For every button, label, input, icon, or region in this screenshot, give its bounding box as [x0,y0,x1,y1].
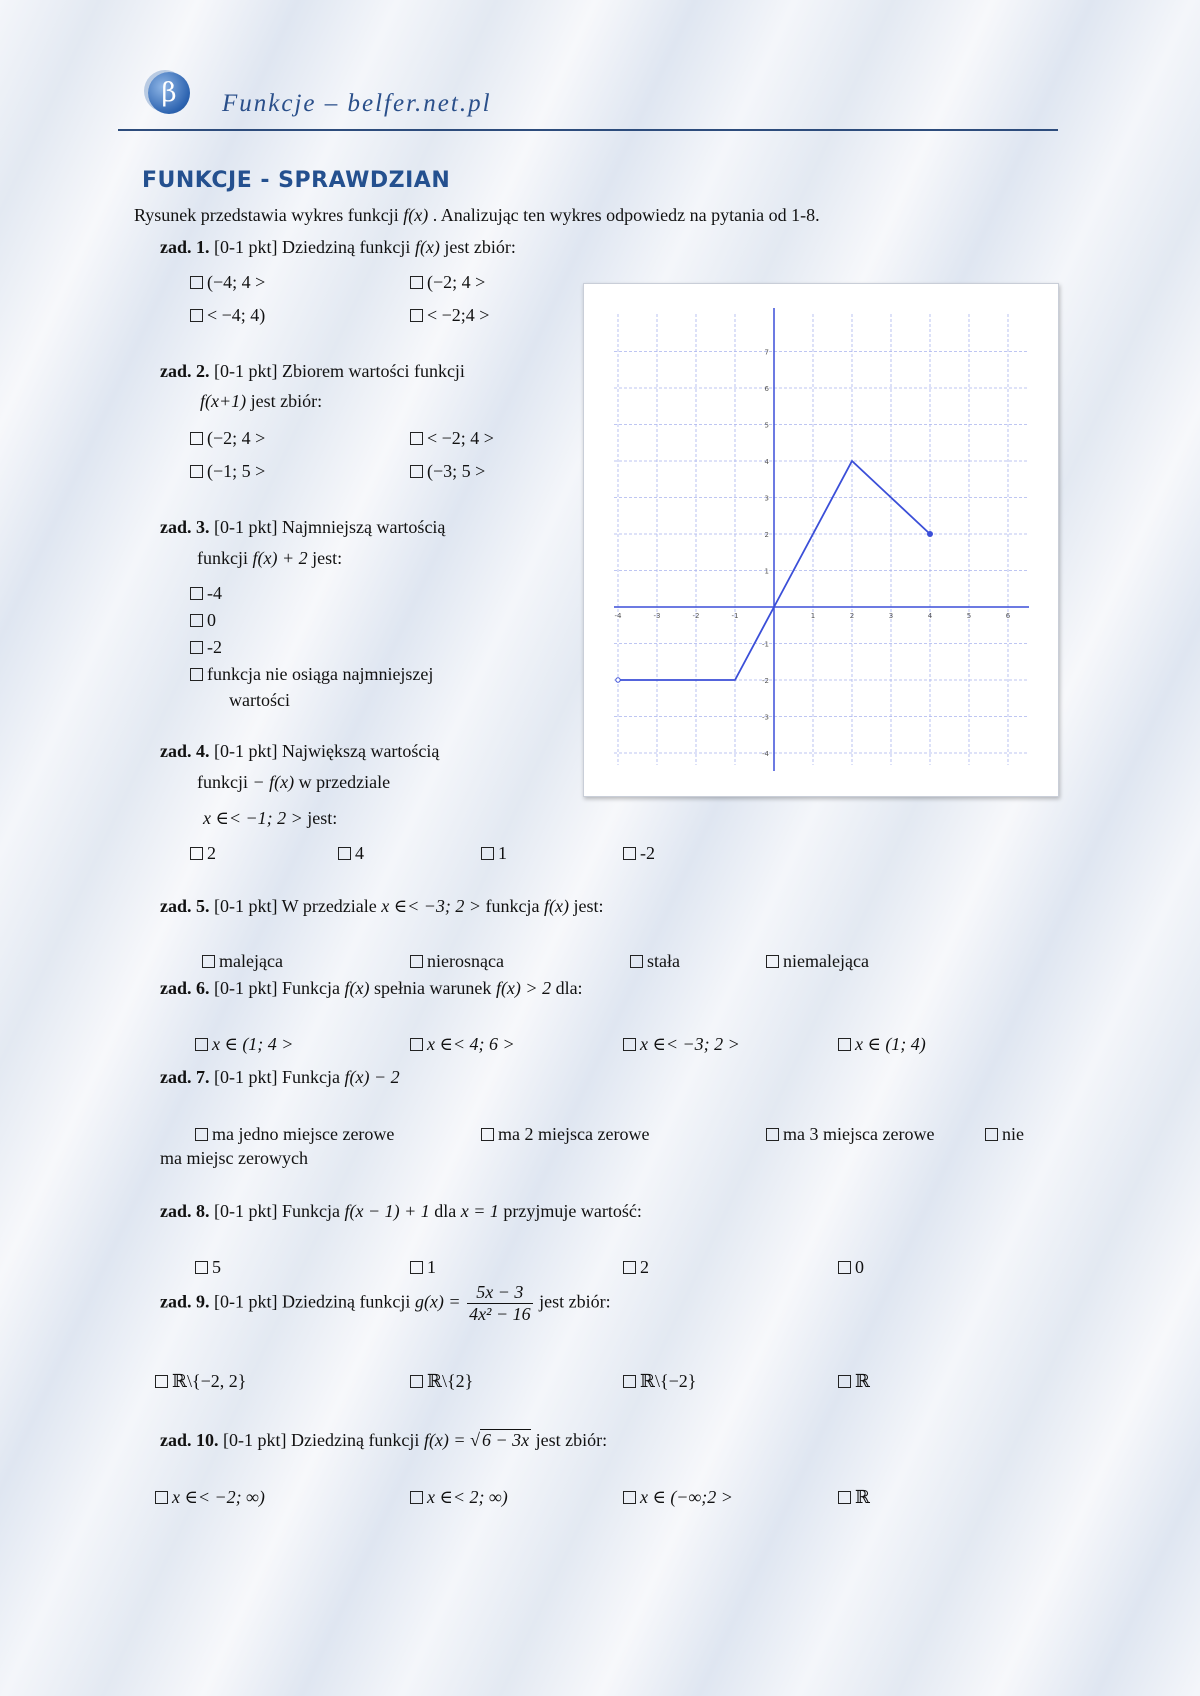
option-label: < −2; 4 > [427,428,494,448]
option-label: (−3; 5 > [427,461,486,481]
checkbox[interactable] [202,955,215,968]
header-rule [118,129,1058,131]
task-text: jest zbiór: [250,391,323,411]
sqrt-radicand: 6 − 3x [481,1430,530,1450]
y-tick-label: -3 [762,713,769,722]
task-1-option-c[interactable] [190,305,265,326]
task-func: f(x) + 2 [252,548,308,568]
checkbox[interactable] [410,465,423,478]
y-tick-label: 5 [764,421,769,430]
task-func: f(x+1) [200,391,247,411]
checkbox[interactable] [623,1375,636,1388]
checkbox[interactable] [190,276,203,289]
option-label: 1 [498,843,507,863]
task-1-option-d[interactable] [410,305,489,326]
task-2-option-b[interactable] [410,428,494,449]
task-points: [0-1 pkt] [214,1067,278,1087]
option-label: ℝ\{−2, 2} [172,1371,247,1391]
option-label: malejąca [219,951,283,971]
task-text: Dziedziną funkcji [281,237,411,257]
task-1-option-a[interactable] [190,272,265,293]
task-4-option-c[interactable] [481,843,507,864]
option-label: ma jedno miejsce zerowe [212,1124,395,1144]
task-5-option-d[interactable] [766,951,869,972]
task-2-option-d[interactable] [410,461,485,482]
task-points: [0-1 pkt] [214,361,278,381]
checkbox[interactable] [155,1491,168,1504]
checkbox[interactable] [481,1128,494,1141]
task-points: [0-1 pkt] [214,1291,278,1312]
task-text: funkcji [197,772,248,792]
task-text: Funkcja [281,1201,340,1221]
task-8-option-a[interactable] [195,1257,221,1278]
checkbox[interactable] [766,955,779,968]
x-tick-label: -3 [653,612,661,620]
option-label: 0 [207,610,216,630]
y-tick-label: -1 [762,640,769,649]
task-text: dla: [555,978,583,998]
checkbox[interactable] [410,1038,423,1051]
fraction-denominator: 4x² − 16 [469,1304,531,1324]
task-6-option-b[interactable] [410,1034,515,1055]
checkbox[interactable] [623,1491,636,1504]
option-label: 2 [640,1257,649,1277]
task-text: jest: [573,896,604,916]
option-label: 5 [212,1257,221,1277]
fraction [467,1282,533,1325]
checkbox[interactable] [630,955,643,968]
header-title: Funkcje – belfer.net.pl [222,90,492,117]
task-9-option-d[interactable] [838,1371,870,1392]
task-2-question-line2 [200,391,322,412]
task-8-option-d[interactable] [838,1257,864,1278]
checkbox[interactable] [838,1491,851,1504]
task-3-question-line2 [197,548,342,569]
checkbox[interactable] [623,847,636,860]
task-10-option-b[interactable] [410,1487,508,1508]
task-3-option-c[interactable] [190,637,222,658]
sqrt-sign: √ [470,1430,480,1450]
task-6-option-c[interactable] [623,1034,740,1055]
checkbox[interactable] [623,1038,636,1051]
task-text: Dziedziną funkcji [281,1291,411,1312]
task-9-option-c[interactable] [623,1371,696,1392]
option-label: ℝ [855,1371,870,1391]
task-number: zad. 2. [160,361,210,381]
task-number: zad. 4. [160,741,210,761]
task-interval: x ∈< −1; 2 > [203,808,303,828]
task-8-option-b[interactable] [410,1257,436,1278]
task-number: zad. 6. [160,978,210,998]
checkbox[interactable] [190,641,203,654]
x-tick-label: 2 [849,612,855,620]
doc-title: FUNKCJE - SPRAWDZIAN [142,168,451,193]
checkbox[interactable] [155,1375,168,1388]
task-text: dla [434,1201,457,1221]
y-tick-label: 6 [764,385,769,393]
task-8-question [160,1201,642,1222]
x-tick-label: 4 [927,612,933,620]
checkbox[interactable] [190,587,203,600]
option-label: 1 [427,1257,436,1277]
task-interval: x ∈< −3; 2 > [381,896,482,916]
checkbox[interactable] [410,1491,423,1504]
fraction-numerator: 5x − 3 [467,1282,533,1304]
task-points: [0-1 pkt] [214,237,278,257]
task-text: jest zbiór: [539,1291,611,1312]
task-func: − f(x) [252,772,295,792]
option-label: -2 [207,637,222,657]
task-points: [0-1 pkt] [223,1430,287,1450]
option-label: (−2; 4 > [207,428,266,448]
option-label: x ∈< −2; ∞) [172,1487,265,1507]
y-tick-label: -2 [762,677,769,685]
checkbox[interactable] [190,847,203,860]
checkbox[interactable] [410,1261,423,1274]
task-points: [0-1 pkt] [214,741,278,761]
task-text: funkcja [485,896,540,916]
checkbox[interactable] [838,1038,851,1051]
task-text: Funkcja [281,978,340,998]
task-4-option-b[interactable] [338,843,364,864]
y-tick-label: 1 [764,567,769,576]
task-6-question [160,978,583,999]
x-tick-label: 5 [966,612,972,620]
task-text: jest: [312,548,343,568]
checkbox[interactable] [190,465,203,478]
task-text: jest zbiór: [535,1430,608,1450]
task-number: zad. 9. [160,1291,210,1312]
y-tick-label: 2 [764,531,769,539]
checkbox[interactable] [195,1128,208,1141]
task-9-option-a[interactable] [155,1371,246,1392]
task-4-option-a[interactable] [190,843,216,864]
checkbox[interactable] [766,1128,779,1141]
task-9-option-b[interactable] [410,1371,473,1392]
task-3-option-d-cont: wartości [229,690,290,710]
intro-text: Rysunek przedstawia wykres funkcji [134,205,399,225]
task-text: w przedziale [298,772,391,792]
task-func: f(x) [544,896,569,916]
task-func: f(x) = [423,1430,466,1450]
checkbox[interactable] [838,1261,851,1274]
task-7-question [160,1067,400,1088]
task-7-option-b[interactable] [481,1124,649,1145]
task-number: zad. 5. [160,896,210,916]
task-3-question [160,517,445,538]
option-label: (−2; 4 > [427,272,486,292]
task-text: jest: [307,808,338,828]
x-tick-label: 3 [888,612,894,620]
checkbox[interactable] [195,1038,208,1051]
task-10-option-a[interactable] [155,1487,265,1508]
task-10-option-d[interactable] [838,1487,870,1508]
task-1-option-b[interactable] [410,272,485,293]
option-label: ℝ\{−2} [640,1371,697,1391]
option-label: niemalejąca [783,951,869,971]
task-points: [0-1 pkt] [214,517,278,537]
task-func: f(x) [414,237,440,257]
option-label: x ∈< 2; ∞) [427,1487,508,1507]
option-label: 0 [855,1257,864,1277]
option-label: nierosnąca [427,951,504,971]
checkbox[interactable] [410,955,423,968]
option-label: ma 3 miejsca zerowe [783,1124,935,1144]
task-text: Najmniejszą wartością [281,517,446,537]
task-2-option-c[interactable] [190,461,265,482]
task-condition: f(x) > 2 [495,978,552,998]
task-3-option-b[interactable] [190,610,216,631]
task-3-option-d[interactable] [190,664,433,685]
checkbox[interactable] [195,1261,208,1274]
function-graph [583,283,1059,797]
task-points: [0-1 pkt] [214,1201,278,1221]
option-label: < −4; 4) [207,305,266,325]
task-5-question [160,896,604,917]
task-2-option-a[interactable] [190,428,265,449]
task-text: spełnia warunek [373,978,492,998]
option-label: (−4; 4 > [207,272,266,292]
checkbox[interactable] [985,1128,998,1141]
checkbox[interactable] [190,309,203,322]
task-7-option-d-cont: ma miejsc zerowych [160,1148,308,1168]
intro-text-after: . Analizując ten wykres odpowiedz na pytania od 1-8. [432,205,820,225]
task-text: Zbiorem wartości funkcji [281,361,465,381]
task-number: zad. 7. [160,1067,210,1087]
graph-svg [584,284,1058,796]
task-7-option-d[interactable] [985,1124,1024,1145]
option-label: x ∈< −3; 2 > [640,1034,740,1054]
task-condition: x = 1 [460,1201,499,1221]
y-tick-label: 3 [764,494,769,503]
task-number: zad. 3. [160,517,210,537]
task-text: Funkcja [281,1067,340,1087]
intro-func: f(x) [403,205,429,225]
option-label: ℝ [855,1487,870,1507]
checkbox[interactable] [190,614,203,627]
checkbox[interactable] [838,1375,851,1388]
task-number: zad. 1. [160,237,210,257]
end-point [927,531,933,537]
option-label: ℝ\{2} [427,1371,474,1391]
task-text: Największą wartością [281,741,440,761]
option-label: < −2;4 > [427,305,490,325]
checkbox[interactable] [410,432,423,445]
task-text: jest zbiór: [444,237,516,257]
checkbox[interactable] [338,847,351,860]
checkbox[interactable] [410,1375,423,1388]
task-5-option-c[interactable] [630,951,680,972]
task-7-option-c[interactable] [766,1124,934,1145]
option-label: x ∈ (1; 4 > [212,1034,294,1054]
checkbox[interactable] [190,432,203,445]
checkbox[interactable] [410,309,423,322]
task-func: g(x) = [414,1291,461,1312]
task-4-question-line3 [203,808,337,829]
option-label: x ∈ (−∞;2 > [640,1487,733,1507]
task-2-question [160,361,465,382]
task-6-option-d[interactable] [838,1034,926,1055]
y-tick-label: 4 [764,458,769,466]
option-label: -4 [207,583,222,603]
option-label: 2 [207,843,216,863]
x-tick-label: 1 [810,612,816,620]
option-label: x ∈ (1; 4) [855,1034,926,1054]
task-func: f(x) − 2 [344,1067,400,1087]
task-4-question-line2 [197,772,390,793]
task-number: zad. 10. [160,1430,219,1450]
checkbox[interactable] [410,276,423,289]
task-5-option-a[interactable] [202,951,283,972]
x-tick-label: 6 [1005,612,1011,620]
option-label: funkcja nie osiąga najmniejszej [207,664,434,684]
checkbox[interactable] [481,847,494,860]
start-point [616,678,620,682]
task-func: f(x) [344,978,370,998]
option-label: -2 [640,843,655,863]
option-label: x ∈< 4; 6 > [427,1034,515,1054]
task-points: [0-1 pkt] [214,978,278,998]
option-label: ma 2 miejsca zerowe [498,1124,650,1144]
x-tick-label: -1 [731,612,739,620]
task-8-option-c[interactable] [623,1257,649,1278]
task-1-question [160,237,516,258]
y-tick-label: -4 [762,750,769,758]
task-10-question [160,1429,607,1451]
task-text: funkcji [197,548,248,568]
option-label: (−1; 5 > [207,461,266,481]
task-6-option-a[interactable] [195,1034,293,1055]
checkbox[interactable] [623,1261,636,1274]
task-func: f(x − 1) + 1 [344,1201,430,1221]
option-label: 4 [355,843,364,863]
task-text: przyjmuje wartość: [503,1201,642,1221]
task-3-option-a[interactable] [190,583,222,604]
task-4-question [160,741,439,762]
task-text: Dziedziną funkcji [290,1430,420,1450]
task-number: zad. 8. [160,1201,210,1221]
task-7-option-a[interactable] [195,1124,394,1145]
task-9-question [160,1282,611,1325]
x-tick-label: -2 [692,612,700,620]
option-label: nie [1002,1124,1024,1144]
x-tick-label: -4 [614,612,622,620]
task-5-option-b[interactable] [410,951,504,972]
logo: β [148,72,190,114]
checkbox[interactable] [190,668,203,681]
task-4-option-d[interactable] [623,843,655,864]
y-tick-label: 7 [764,348,769,357]
task-text: W przedziale [281,896,377,916]
option-label: stała [647,951,680,971]
task-points: [0-1 pkt] [214,896,278,916]
intro [134,205,820,226]
task-10-option-c[interactable] [623,1487,733,1508]
